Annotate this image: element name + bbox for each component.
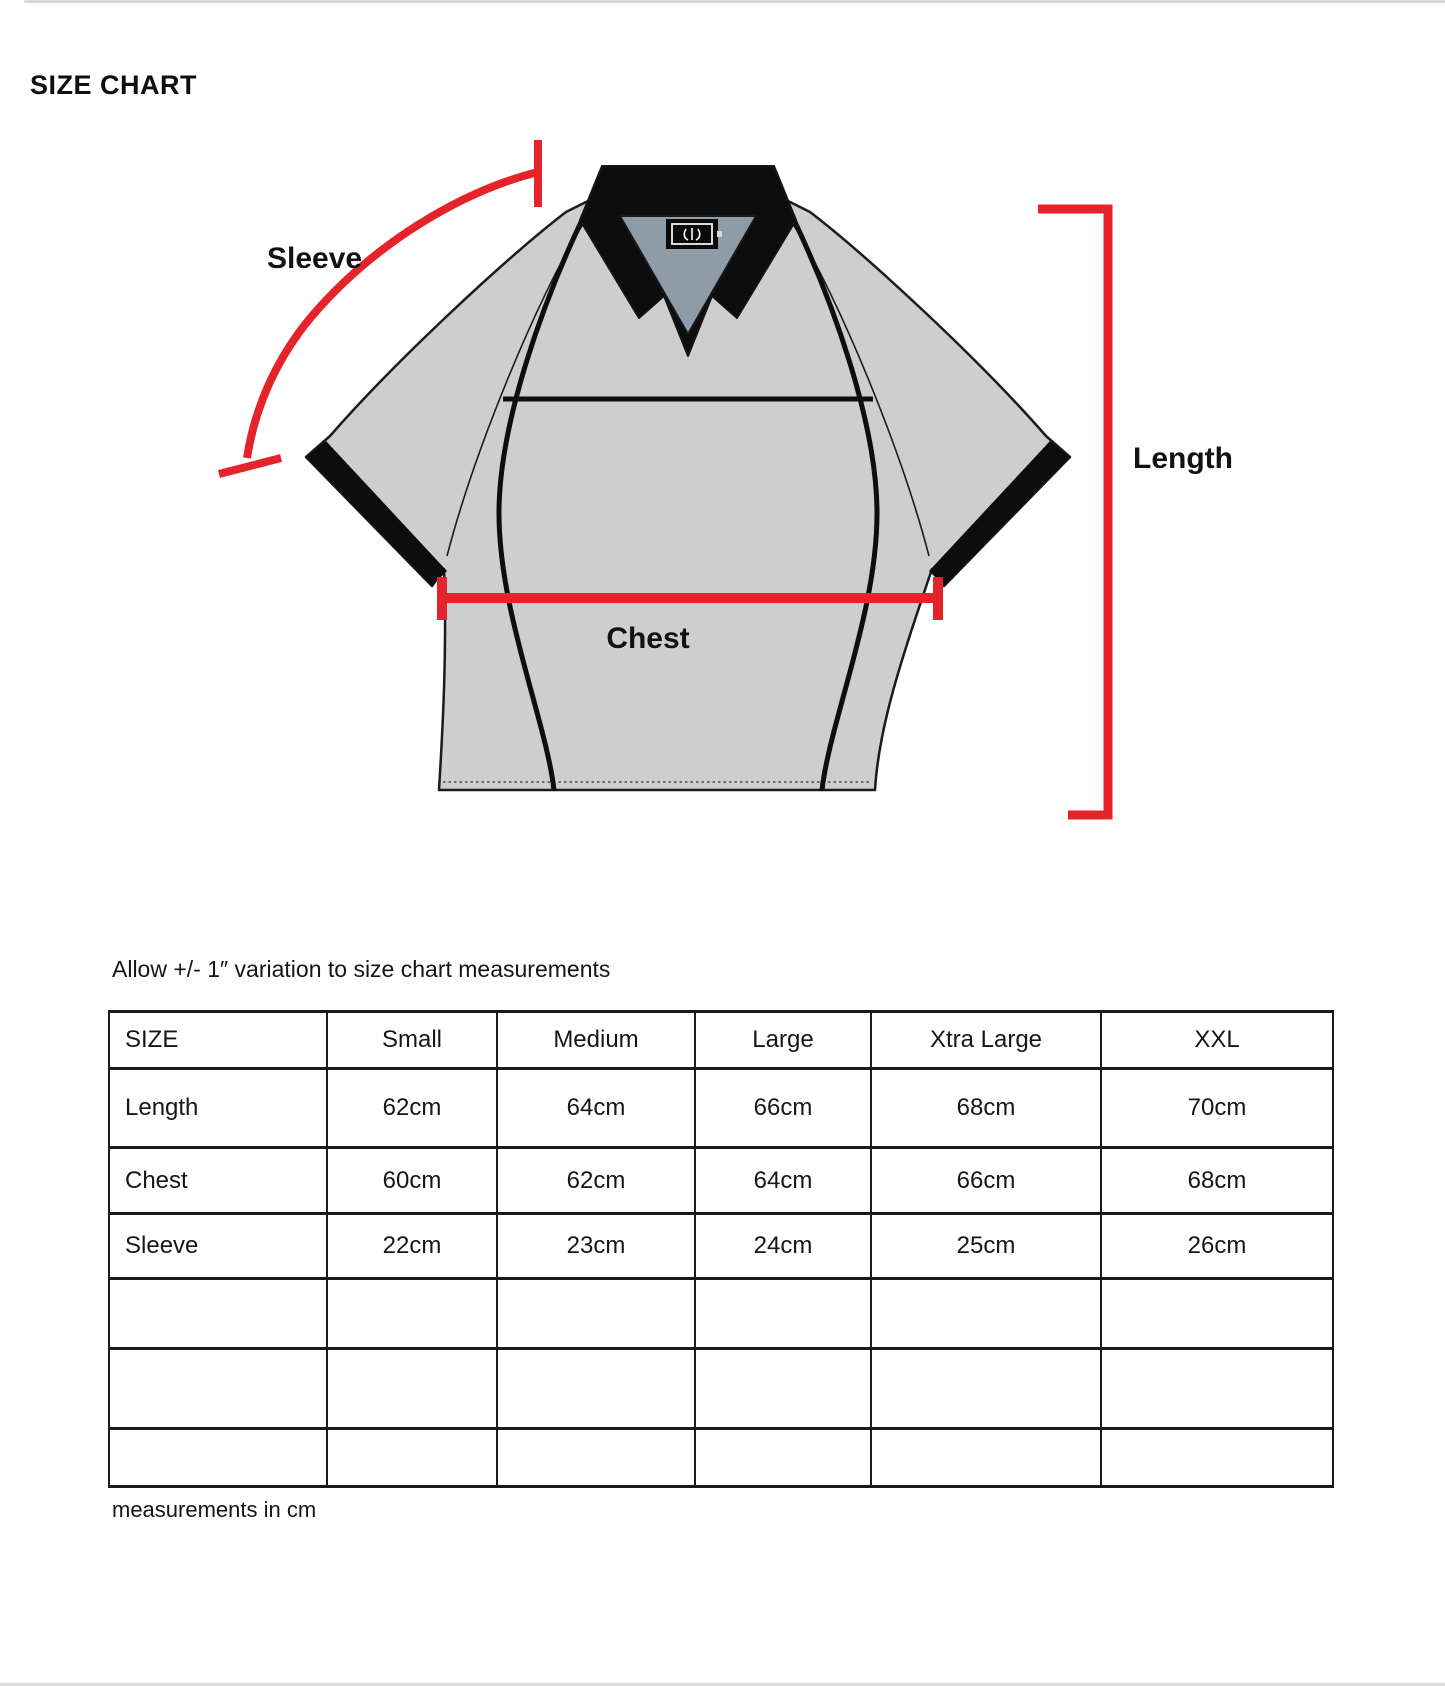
size-table-cell xyxy=(109,1429,327,1487)
size-table-cell xyxy=(1101,1429,1333,1487)
size-table-cell xyxy=(497,1349,695,1429)
size-table-cell xyxy=(695,1429,871,1487)
units-note: measurements in cm xyxy=(112,1497,317,1522)
size-table-cell: 70cm xyxy=(1101,1069,1333,1148)
size-table-header-cell: XXL xyxy=(1101,1012,1333,1069)
shirt-graphic xyxy=(306,166,1070,790)
size-table-cell: 25cm xyxy=(871,1214,1101,1279)
chest-label: Chest xyxy=(606,622,690,655)
size-table-cell: 66cm xyxy=(695,1069,871,1148)
size-table-cell: 68cm xyxy=(1101,1148,1333,1214)
sleeve-label: Sleeve xyxy=(267,242,363,275)
sleeve-measure-bottom-tick xyxy=(219,458,281,474)
size-table-cell xyxy=(695,1349,871,1429)
size-table-cell xyxy=(497,1429,695,1487)
size-table-cell xyxy=(327,1279,497,1349)
size-table-header-cell: Xtra Large xyxy=(871,1012,1101,1069)
size-table-cell: Length xyxy=(109,1069,327,1148)
table-row-empty xyxy=(109,1429,1333,1487)
table-row-empty xyxy=(109,1279,1333,1349)
size-table-cell xyxy=(327,1429,497,1487)
size-table-header-row xyxy=(109,1012,1333,1069)
size-table-cell: 60cm xyxy=(327,1148,497,1214)
length-label: Length xyxy=(1133,442,1233,475)
page-title: SIZE CHART xyxy=(30,70,197,100)
table-row-length xyxy=(109,1069,1333,1148)
size-table-cell xyxy=(871,1429,1101,1487)
size-table-header-cell: Small xyxy=(327,1012,497,1069)
neck-label-tag xyxy=(666,219,722,249)
size-table-cell xyxy=(871,1349,1101,1429)
size-table-header-cell: Medium xyxy=(497,1012,695,1069)
table-row-sleeve xyxy=(109,1214,1333,1279)
tag-nub xyxy=(717,231,722,237)
length-measure-bracket xyxy=(1038,209,1108,815)
size-table-cell xyxy=(1101,1349,1333,1429)
size-table xyxy=(108,1010,1334,1488)
size-table-cell xyxy=(327,1349,497,1429)
size-table-cell: 64cm xyxy=(497,1069,695,1148)
variation-note: Allow +/- 1″ variation to size chart measurements xyxy=(112,956,611,982)
table-row-empty xyxy=(109,1349,1333,1429)
size-table-cell: 62cm xyxy=(327,1069,497,1148)
size-table-cell: 68cm xyxy=(871,1069,1101,1148)
size-table-cell xyxy=(1101,1279,1333,1349)
table-row-chest xyxy=(109,1148,1333,1214)
size-table-cell: 23cm xyxy=(497,1214,695,1279)
size-table-cell xyxy=(109,1279,327,1349)
size-table-cell: 66cm xyxy=(871,1148,1101,1214)
size-table-cell: 26cm xyxy=(1101,1214,1333,1279)
size-table-cell: Sleeve xyxy=(109,1214,327,1279)
size-table-cell: 62cm xyxy=(497,1148,695,1214)
size-table-cell: 24cm xyxy=(695,1214,871,1279)
size-table-cell: 64cm xyxy=(695,1148,871,1214)
size-table-header-cell: Large xyxy=(695,1012,871,1069)
size-table-cell: Chest xyxy=(109,1148,327,1214)
size-table-cell xyxy=(109,1349,327,1429)
size-table-cell xyxy=(695,1279,871,1349)
size-table-cell xyxy=(497,1279,695,1349)
size-table-cell: 22cm xyxy=(327,1214,497,1279)
size-table-cell xyxy=(871,1279,1101,1349)
size-table-header-cell: SIZE xyxy=(109,1012,327,1069)
